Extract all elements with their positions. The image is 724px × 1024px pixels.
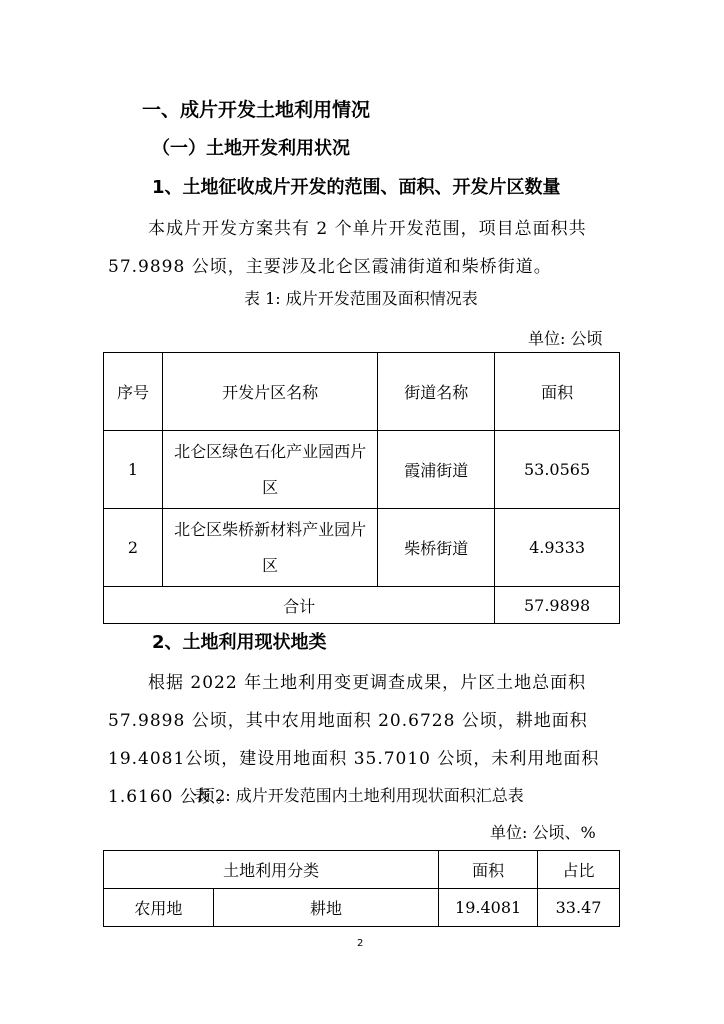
row-no: 1 [104,431,163,509]
table2-unit: 单位: 公顷、% [490,823,596,842]
table1-caption: 表 1: 成片开发范围及面积情况表 [244,289,478,308]
row-area-name: 北仑区绿色石化产业园西片区 [162,431,378,509]
subsection-heading: （一）土地开发利用状况 [152,138,350,159]
row-ratio: 33.47 [538,889,620,927]
table-development-areas [103,352,620,624]
row-area-name: 北仑区柴桥新材料产业园片区 [162,509,378,587]
total-value: 57.9898 [495,587,620,624]
row-street: 霞浦街道 [378,431,495,509]
table-row [104,509,620,587]
header-area: 面积 [495,353,620,431]
table-header-row [104,353,620,431]
header-area-name: 开发片区名称 [162,353,378,431]
section-heading: 一、成片开发土地利用情况 [142,99,371,121]
table-row [104,889,620,927]
paragraph-scope: 本成片开发方案共有 2 个单片开发范围，项目总面积共57.9898 公顷，主要涉及北仑区霞浦街道和柴桥街道。 [108,219,587,277]
row-area: 19.4081 [439,889,538,927]
table-row [104,431,620,509]
table2-caption: 表 2: 成片开发范围内土地利用现状面积汇总表 [194,786,524,805]
item-heading-2: 2、土地利用现状地类 [152,632,327,653]
item-heading-1: 1、土地征收成片开发的范围、面积、开发片区数量 [152,177,561,198]
header-ratio: 占比 [538,851,620,889]
table1-unit: 单位: 公顷 [528,329,603,348]
header-area: 面积 [439,851,538,889]
row-street: 柴桥街道 [378,509,495,587]
row-no: 2 [104,509,163,587]
table-land-use-summary [103,850,620,927]
row-area: 4.9333 [495,509,620,587]
row-subcategory: 耕地 [213,889,438,927]
header-category: 土地利用分类 [104,851,439,889]
header-street: 街道名称 [378,353,495,431]
header-no: 序号 [104,353,163,431]
table-header-row [104,851,620,889]
page-number: 2 [357,938,364,949]
table-total-row [104,587,620,624]
row-area: 53.0565 [495,431,620,509]
row-category: 农用地 [104,889,214,927]
paragraph-land-use: 根据 2022 年土地利用变更调查成果，片区土地总面积57.9898 公顷，其中农用地面积 20.6728 公顷，耕地面积 19.4081公顷，建设用地面积 35.7010 公顷，未利用地面积 1.6160 公顷。 [108,673,600,807]
total-label: 合计 [104,587,495,624]
